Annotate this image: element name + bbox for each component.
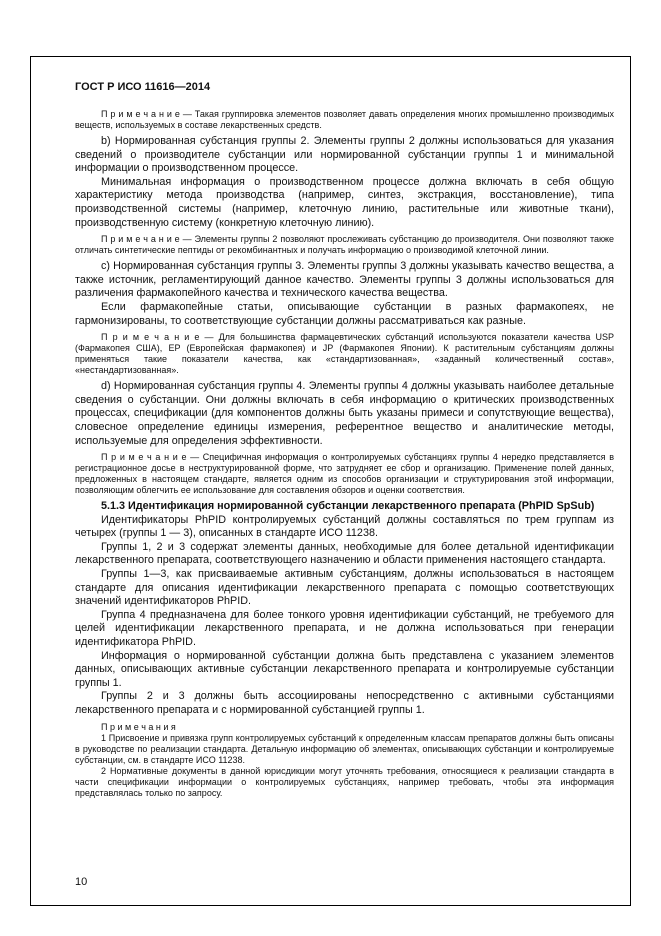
note-paragraph: П р и м е ч а н и е — Элементы группы 2 позволяют прослеживать субстанцию до производителя. Они позволяют также отличать синтетические пептиды от рекомбинантных и получать информацию о производимой клеточной линии. — [75, 234, 614, 256]
page-header: ГОСТ Р ИСО 11616—2014 — [75, 81, 211, 93]
document-body — [75, 105, 614, 876]
paragraph: Группы 1—3, как присваиваемые активным субстанциям, должны использоваться в настоящем стандарте для описания идентификации лекарственного препарата с помощью соответствующих значений идентификаторов PhPID. — [75, 568, 614, 608]
note-paragraph: 2 Нормативные документы в данной юрисдикции могут уточнять требования, относящиеся к реализации стандарта в части спецификации информации о контролируемых субстанциях, например требовать, чтобы эта информация представлялась только по запросу. — [75, 765, 614, 798]
paragraph: Группа 4 предназначена для более тонкого уровня идентификации субстанций, не требуемого для целей идентификации лекарственного препарата, и не должна использоваться при генерации идентификатора PhPID. — [75, 608, 614, 649]
paragraph: Минимальная информация о производственном процессе должна включать в себя общую характеристику метода производства (например, синтез, экстракция, восстановление), типа производственной системы (например, клеточную линию, растительные или животные ткани), производственную систему (конкретную клеточную линию). — [75, 175, 614, 229]
paragraph: Группы 1, 2 и 3 содержат элементы данных, необходимые для более детальной идентификации лекарственного препарата, соответствующего назначению и области применения настоящего стандарта. — [75, 540, 614, 567]
paragraph: c) Нормированная субстанция группы 3. Элементы группы 3 должны указывать качество вещества, а также источник, регламентирующий данное качество. Элементы группы 3 должны использоваться для различения фармакопейного качества и технического качества вещества. — [75, 260, 614, 300]
paragraph: Информация о нормированной субстанции должна быть представлена с указанием элементов данных, описывающих активные субстанции лекарственного препарата и контролируемые субстанции группы 1. — [75, 649, 614, 689]
note-paragraph: П р и м е ч а н и е — Для большинства фармацевтических субстанций используются показатели качества USP (Фармакопея США), EP (Европейская фармакопея) и JP (Фармакопея Японии). К растительным субстанциям должны применяться такие показатели качества, как «стандартизованная», «заданный количественный состав», «нестандартизованная». — [75, 332, 614, 376]
paragraph: Идентификаторы PhPID контролируемых субстанций должны составляться по трем группам из четырех (группы 1 — 3), описанных в стандарте ИСО 11238. — [75, 513, 614, 540]
page-border-frame — [30, 56, 631, 906]
section-heading: 5.1.3 Идентификация нормированной субстанции лекарственного препарата (PhPID SpSub) — [101, 500, 595, 513]
paragraph: Группы 2 и 3 должны быть ассоциированы непосредственно с активными субстанциями лекарственного препарата и с нормированной субстанцией группы 1. — [75, 690, 614, 716]
note-paragraph: П р и м е ч а н и е — Такая группировка элементов позволяет давать определения многих промышленно производимых веществ, используемых в составе лекарственных средств. — [75, 109, 614, 130]
note-paragraph: П р и м е ч а н и е — Специфичная информация о контролируемых субстанциях группы 4 нередко представляется в регистрационное досье в неструктурированной форме, что затрудняет ее сбор и организацию. Применение полей данных, предложенных в настоящем стандарте, является одним из способов организации и структурирования этой информации, позволяющим облегчить ее использование для составления обзоров и оценки соответствия. — [75, 452, 614, 496]
note-paragraph: 1 Присвоение и привязка групп контролируемых субстанций к определенным классам препаратов должны быть описаны в руководстве по реализации стандарта. Детальную информацию об элементах, описывающих субстанции и контролируемые субстанции, см. в стандарте ИСО 11238. — [75, 732, 614, 765]
note-paragraph: П р и м е ч а н и я — [101, 721, 176, 732]
paragraph: Если фармакопейные статьи, описывающие субстанции в разных фармакопеях, не гармонизированы, то соответствующие субстанции должны рассматриваться как разные. — [75, 300, 614, 327]
paragraph: b) Нормированная субстанция группы 2. Элементы группы 2 должны использоваться для указания сведений о производителе субстанции или нормированной субстанции группы 1 и минимальной информации о производственном процессе. — [75, 135, 614, 175]
paragraph: d) Нормированная субстанция группы 4. Элементы группы 4 должны указывать наиболее детальные сведения о субстанции. Они должны включать в себя информацию о критических производственных процессах, спецификации (для компонентов должны быть указаны примеси и сопутствующие вещества), словесное определение единицы измерения, референтное вещество и аналитические методы, используемые для определения эффективности. — [75, 380, 614, 447]
page-number: 10 — [75, 876, 88, 888]
